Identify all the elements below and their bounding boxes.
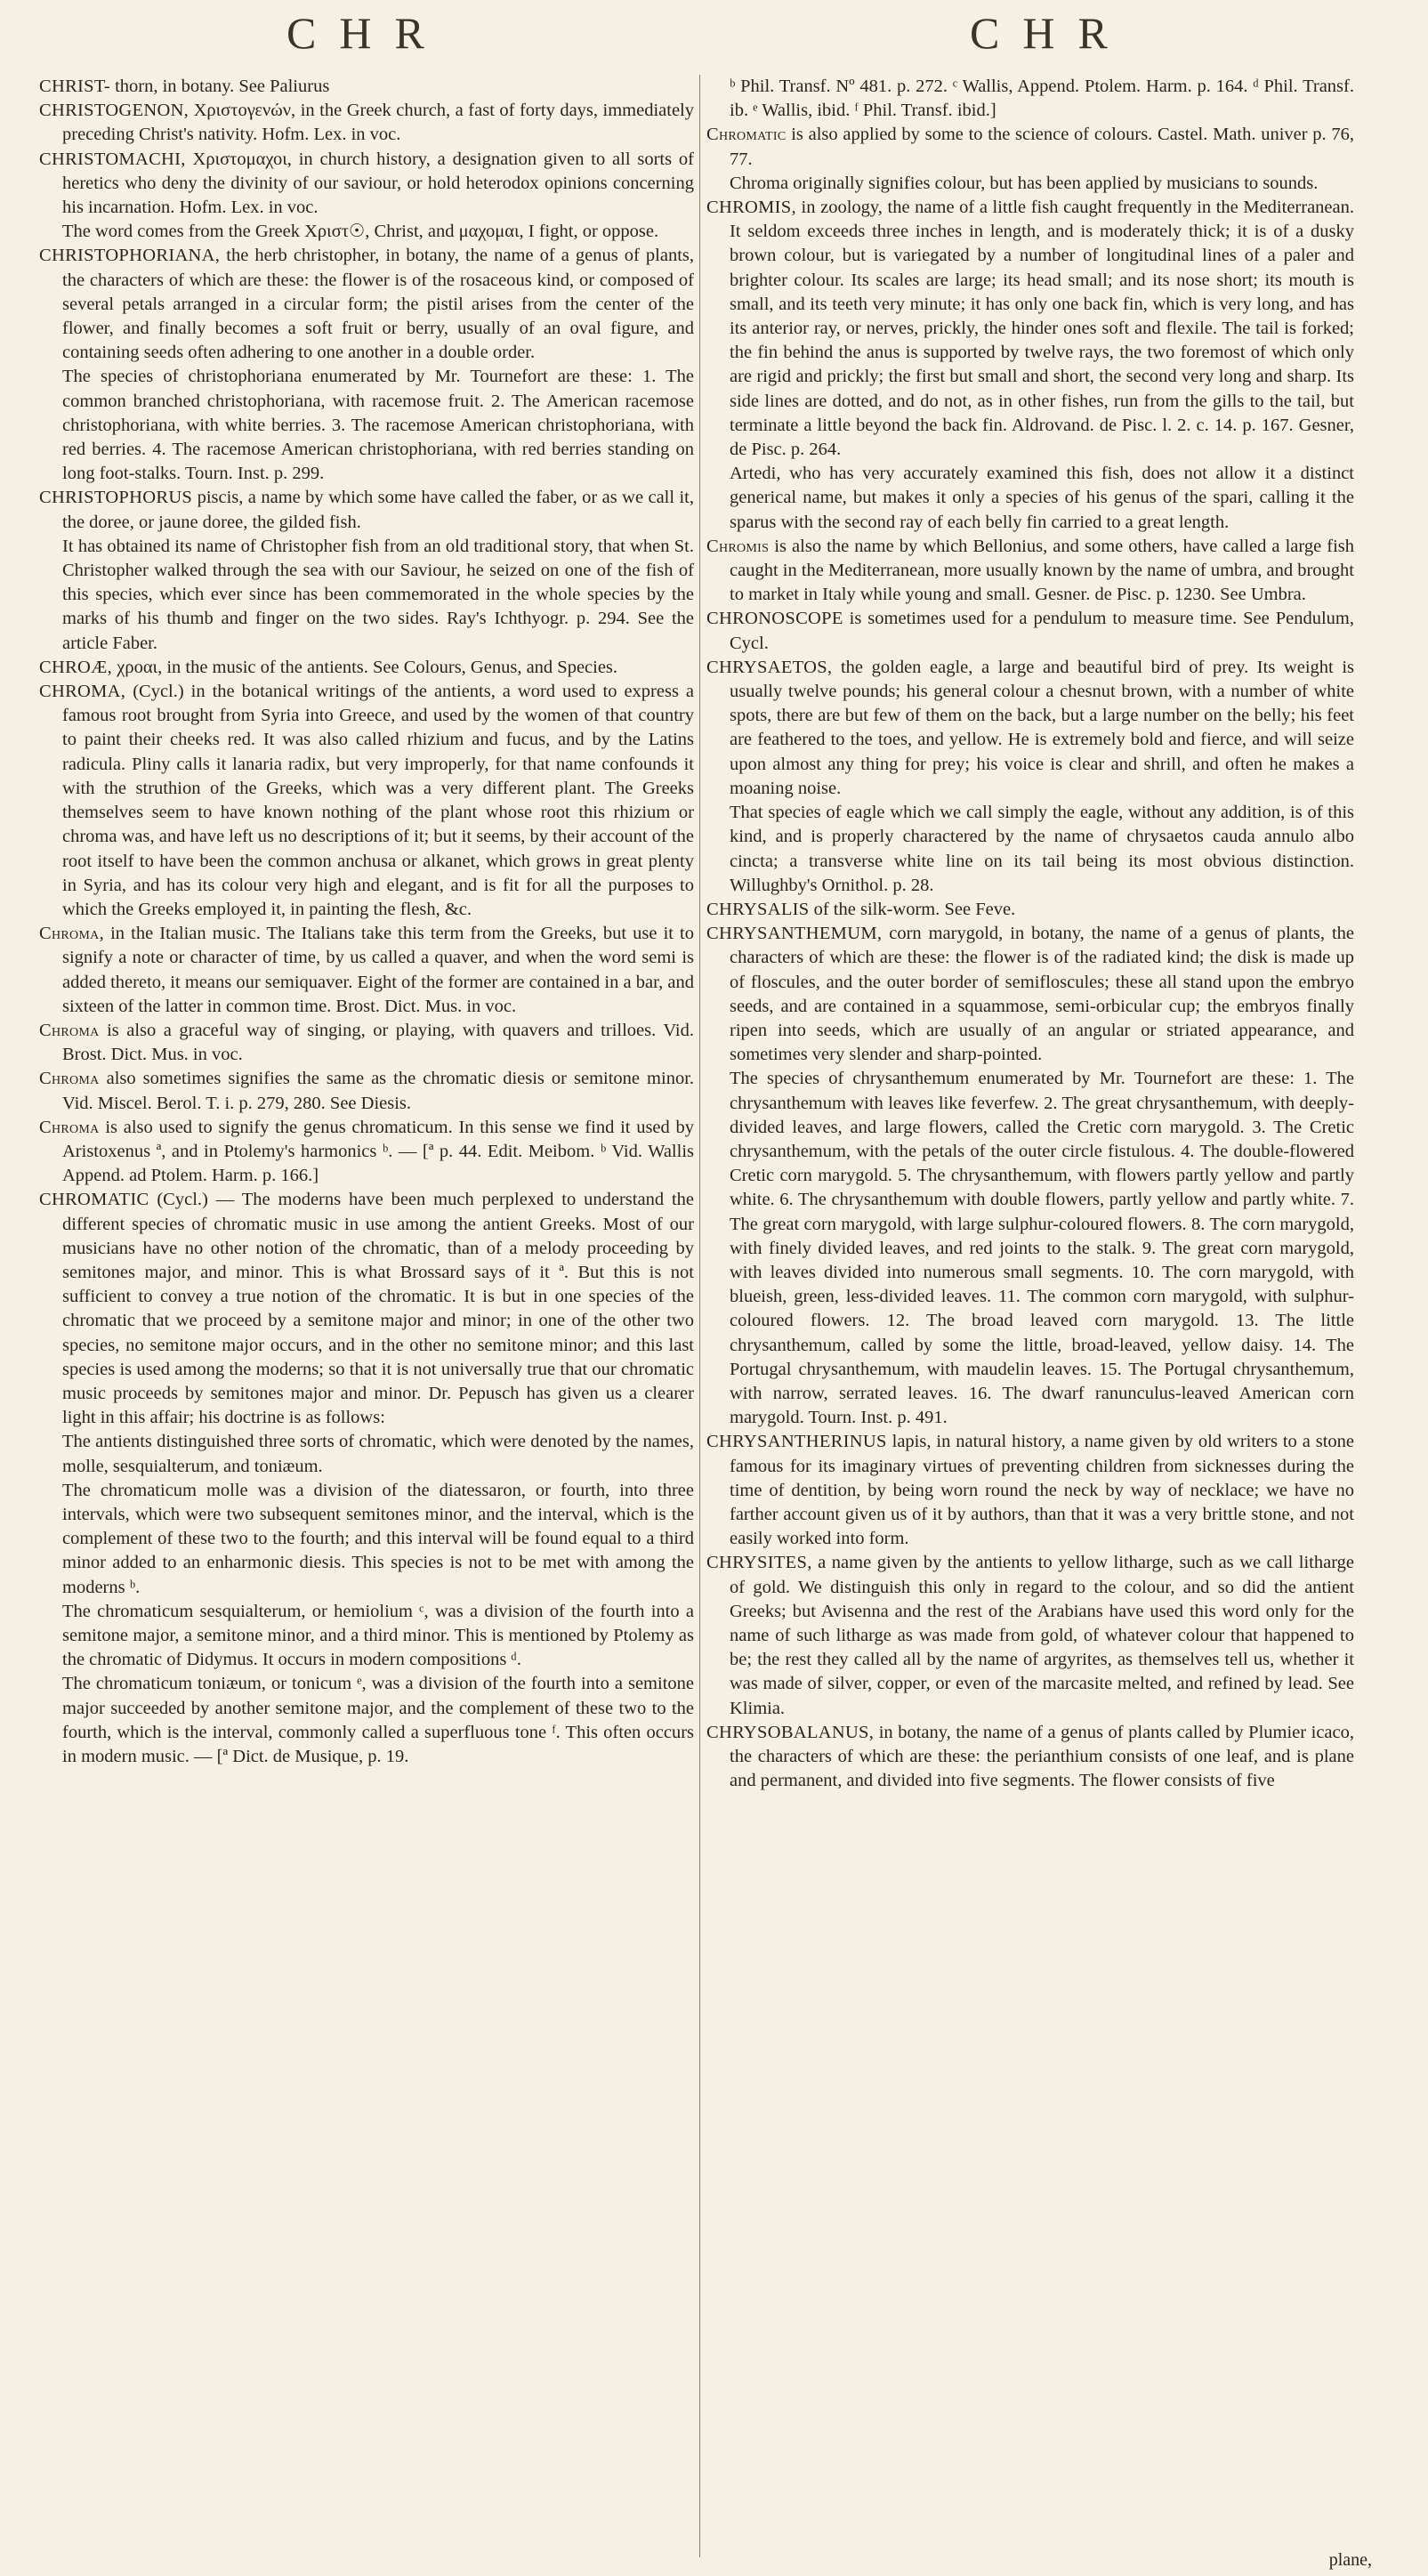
entry-text: the herb christopher, in botany, the name of a genus of plants, the characters of which are these: the flower is of the rosaceous kind, or composed of several petals arranged in a circular form; the pistil arises from the center of the flower, and finally becomes a soft fruit or berry, usually of an oval figure, and containing seeds often adhering to one another in a double order. xyxy=(62,246,695,363)
dictionary-entry xyxy=(706,898,1354,922)
entry-text: The species of christophoriana enumerated by Mr. Tournefort are these: 1. The common branched christophoriana, with racemose fruit. 2. The American racemose christophoriana, with white berries. 3. The racemose American christophoriana, with red berries. 4. The racemose American christophoriana, with red berries standing on long foot-stalks. Tourn. Inst. p. 299. xyxy=(62,367,694,484)
entry-text: is also the name by which Bellonius, and some others, have called a large fish caught in the Mediterranean, more usually known by the name of umbra, and brought to market in Italy while young and small. Gesner. de Pisc. p. 1230. See Umbra. xyxy=(730,536,1354,605)
entry-text: The chromaticum toniæum, or tonicum ᵉ, was a division of the fourth into a semitone major succeeded by another semitone major, and the complement of these two to the fourth, which is the interval, commonly called a superfluous tone ᶠ. This often occurs in modern music. — [ª Dict. de Musique, p. 19. xyxy=(62,1674,694,1767)
entry-headword: CHROMATIC xyxy=(39,1190,149,1210)
dictionary-entry xyxy=(706,1430,1354,1551)
dictionary-entry xyxy=(39,535,694,656)
dictionary-entry xyxy=(706,462,1354,535)
dictionary-entry xyxy=(706,656,1354,801)
dictionary-entry xyxy=(39,1116,694,1189)
entry-text: piscis, a name by which some have called the faber, or as we call it, the doree, or jaune doree, the gilded fish. xyxy=(62,488,695,532)
dictionary-entry xyxy=(39,1019,694,1067)
entry-headword: CHRYSANTHEMUM, xyxy=(706,924,883,944)
entry-text: The word comes from the Greek Χριστ☉, Christ, and μαχομαι, I fight, or oppose. xyxy=(62,222,659,242)
dictionary-entry xyxy=(39,680,694,922)
dictionary-entry xyxy=(706,607,1354,655)
dictionary-entry xyxy=(706,922,1354,1067)
entry-text: That species of eagle which we call simply the eagle, without any addition, is of this kind, and is properly charactered by the name of chrysaetos cauda annulo albo cincta; a transverse white line on its tail being its most obvious distinction. Willughby's Ornithol. p. 28. xyxy=(730,803,1354,895)
entry-text: in the Italian music. The Italians take this term from the Greeks, but use it to signify a note or character of time, by us called a quaver, and when the word semi is added thereto, it means our semiquaver. Eight of the former are contained in a bar, and sixteen of the latter in common time. Brost. Dict. Mus. in voc. xyxy=(62,924,695,1016)
column-divider xyxy=(699,75,700,2557)
dictionary-entry xyxy=(706,1067,1354,1430)
entry-headword: Chroma, xyxy=(39,924,105,944)
left-column xyxy=(39,75,694,1769)
dictionary-entry xyxy=(39,148,694,221)
entry-text: lapis, in natural history, a name given by old writers to a stone famous for its imaginary virtues of preventing children from sicknesses during the time of dentition, by being worn round the neck by way of necklace; we have no farther account given us of it by authors, than that it was a very brittle stone, and not easily worked into form. xyxy=(730,1432,1355,1549)
entry-headword: Chromatic xyxy=(706,125,787,145)
entry-headword: CHRYSOBALANUS, xyxy=(706,1722,875,1742)
entry-text: is sometimes used for a pendulum to measure time. See Pendulum, Cycl. xyxy=(730,609,1354,653)
entry-headword: Chromis xyxy=(706,536,770,556)
entry-text: the golden eagle, a large and beautiful bird of prey. Its weight is usually twelve pounds; his general colour a chesnut brown, with a number of white spots, there are but few of them on the back, but a large number on the belly; his feet are feathered to the toes, and yellow. He is extremely bold and fierce, and will seize upon almost any thing for prey; his voice is clear and shrill, and often he makes a moaning noise. xyxy=(730,657,1355,798)
dictionary-entry xyxy=(39,99,694,147)
dictionary-entry xyxy=(39,365,694,486)
entry-headword: CHRYSAETOS, xyxy=(706,657,833,677)
entry-headword: CHRISTOGENON, xyxy=(39,101,190,121)
dictionary-entry xyxy=(39,486,694,534)
dictionary-entry xyxy=(706,1721,1354,1794)
header-left: CHR xyxy=(286,8,448,58)
entry-text: The chromaticum sesquialterum, or hemiolium ᶜ, was a division of the fourth into a semitone major, a semitone minor, and a third minor. This is mentioned by Ptolemy as the chromatic of Didymus. It occurs in modern compositions ᵈ. xyxy=(62,1601,694,1670)
dictionary-entry xyxy=(706,196,1354,462)
entry-text: Artedi, who has very accurately examined this fish, does not allow it a distinct generical name, but makes it only a species of his genus of the spari, calling it the sparus with the second ray of each belly fin carried to a great length. xyxy=(730,464,1354,532)
entry-headword: CHRISTOPHORIANA, xyxy=(39,246,221,266)
dictionary-entry xyxy=(706,123,1354,171)
entry-text: of the silk-worm. See Feve. xyxy=(813,899,1016,919)
entry-text: The antients distinguished three sorts of chromatic, which were denoted by the names, molle, sesquialterum, and toniæum. xyxy=(62,1432,694,1476)
entry-text: It has obtained its name of Christopher fish from an old traditional story, that when St. Christopher walked through the sea with our Saviour, he seized on one of the fish of this species, which ever since has been commemorated in the whole species by the marks of his thumb and finger on the two sides. Ray's Ichthyogr. p. 294. See the article Faber. xyxy=(62,536,694,653)
entry-text: (Cycl.) in the botanical writings of the antients, a word used to express a famous root brought from Syria into Greece, and used by the women of that country to paint their cheeks red. It was also called rhizium and fucus, and by the Latins radicula. Pliny calls it lanaria radix, but very improperly, for that name confounds it with the struthion of the Greeks, which was a very different plant. The Greeks themselves seem to have known nothing of the plant whose root this rhizium or chroma was, and have left us no descriptions of it; but it seems, by their account of the root itself to have been the common anchusa or alkanet, which grows in great plenty in Syria, and has its colour very high and elegant, and is fit for all the purposes to which the Greeks employed it, in painting the flesh, &c. xyxy=(62,682,695,919)
entry-text: Χριστογενών, in the Greek church, a fast of forty days, immediately preceding Christ's nativity. Hofm. Lex. in voc. xyxy=(62,101,695,145)
dictionary-entry xyxy=(39,220,694,244)
entry-headword: CHRYSITES, xyxy=(706,1553,812,1573)
dictionary-entry xyxy=(706,1551,1354,1720)
dictionary-entry xyxy=(39,1430,694,1478)
header-right: CHR xyxy=(970,8,1131,58)
entry-text: is also a graceful way of singing, or playing, with quavers and trilloes. Vid. Brost. Dict. Mus. in voc. xyxy=(62,1020,694,1065)
right-column xyxy=(706,75,1354,1793)
dictionary-entry xyxy=(39,1188,694,1430)
entry-text: The species of chrysanthemum enumerated by Mr. Tournefort are these: 1. The chrysanthemum with leaves like feverfew. 2. The great chrysanthemum, with deeply-divided leaves, and large flowers, called the Cretic corn marygold. 3. The Cretic chrysanthemum, with the petals of the outer circle fistulous. 4. The double-flowered Cretic corn marygold. 5. The chrysanthemum, with flowers partly yellow and partly white. 6. The chrysanthemum with double flowers, partly yellow and partly white. 7. The great corn marygold, with large sulphur-coloured flowers. 8. The corn marygold, with finely divided leaves, and red joints to the stalk. 9. The great corn marygold, with leaves divided into numerous small segments. 10. The corn marygold, with blueish, green, less-divided leaves. 11. The common corn marygold, with sulphur-coloured flowers. 12. The broad leaved corn marygold. 13. The little chrysanthemum, called by some the little, broad-leaved, yellow daisy. 14. The Portugal chrysanthemum, with maudelin leaves. 15. The Portugal chrysanthemum, with narrow, serrated leaves. 16. The dwarf ranunculus-leaved American corn marygold. Tourn. Inst. p. 491. xyxy=(730,1069,1354,1428)
entry-headword: CHRYSANTHERINUS xyxy=(706,1432,887,1452)
entry-headword: CHRISTOMACHI, xyxy=(39,149,186,169)
entry-headword: CHRISTOPHORUS xyxy=(39,488,193,508)
entry-headword: CHRYSALIS xyxy=(706,899,810,919)
entry-text: Χριστομαχοι, in church history, a designation given to all sorts of heretics who deny the divinity of our saviour, or hold heterodox opinions concerning his incarnation. Hofm. Lex. in voc. xyxy=(62,149,694,218)
entry-text: thorn, in botany. See Paliurus xyxy=(115,77,330,96)
dictionary-entry xyxy=(39,1479,694,1600)
entry-headword: CHROMA, xyxy=(39,682,126,702)
dictionary-entry xyxy=(39,1067,694,1115)
entry-headword: CHROMIS, xyxy=(706,198,796,218)
entry-text: (Cycl.) — The moderns have been much perplexed to understand the different species of chromatic music in use among the antient Greeks. Most of our musicians have no other notion of the chromatic, than of a melody proceeding by semitones major, and minor. This is what Brossard says of it ª. But this is not sufficient to convey a true notion of the chromatic. It is but in one species of the chromatic that we proceed by a semitone major and minor; in one of the other two species, no semitone major occurs, and in the other no semitone minor; and this last species is used among the moderns; so that it is not universally true that our chromatic music proceeds by semitones major and minor. Dr. Pepusch has given us a clearer light in this affair; his doctrine is as follows: xyxy=(62,1190,694,1428)
entry-headword: CHRONOSCOPE xyxy=(706,609,843,629)
dictionary-entry xyxy=(39,1672,694,1769)
entry-text: a name given by the antients to yellow litharge, such as we call litharge of gold. We distinguish this only in regard to the colour, and so did the antient Greeks; but Avisenna and the rest of the Arabians have used this word only for the name of such litharge as was made from gold, of whatever colour that happened to be; the rest they called all by the name of argyrites, as themselves tell us, whether it was made of silver, copper, or even of the marcasite melted, and refined by lead. See Klimia. xyxy=(730,1553,1355,1718)
dictionary-entry xyxy=(706,801,1354,898)
catchword: plane, xyxy=(1328,2550,1372,2570)
entry-text: corn marygold, in botany, the name of a genus of plants, the characters of which are these: the flower is of the radiated kind; the disk is made up of floscules, and the outer border of semifloscules; these all stand upon the embryo seeds, and are contained in a squammose, semi-orbicular cup; the embryos finally ripen into seeds, which are usually of an angular or striated appearance, and sometimes very slender and sharp-pointed. xyxy=(730,924,1354,1065)
entry-text: also sometimes signifies the same as the chromatic diesis or semitone minor. Vid. Miscel. Berol. T. i. p. 279, 280. See Diesis. xyxy=(62,1069,695,1113)
entry-text: Chroma originally signifies colour, but has been applied by musicians to sounds. xyxy=(730,173,1319,193)
entry-headword: Chroma xyxy=(39,1117,100,1137)
entry-text: ᵇ Phil. Transf. Nº 481. p. 272. ᶜ Wallis, Append. Ptolem. Harm. p. 164. ᵈ Phil. Transf. ib. ᵉ Wallis, ibid. ᶠ Phil. Transf. ibid.] xyxy=(730,77,1354,121)
entry-text: in zoology, the name of a little fish caught frequently in the Mediterranean. It seldom exceeds three inches in length, and is moderately thick; it is of a dusky brown colour, but is variegated by a number of longitudinal lines of a paler and brighter colour. Its scales are large; its head small; and its nose short; its mouth is small, and its teeth very minute; it has only one back fin, which is very long, and has its anterior ray, or nerves, prickly, the hinder ones soft and flexile. The tail is forked; the fin behind the anus is supported by twelve rays, the two foremost of which only are rigid and prickly; the first but small and short, the second very long and sharp. Its side lines are dotted, and do not, as in other fishes, run from the gills to the tail, but terminate a little beyond the back fin. Aldrovand. de Pisc. l. 2. c. 14. p. 167. Gesner, de Pisc. p. 264. xyxy=(730,198,1354,460)
entry-headword: Chroma xyxy=(39,1020,100,1040)
dictionary-entry xyxy=(706,75,1354,123)
dictionary-entry xyxy=(39,244,694,365)
dictionary-entry xyxy=(706,172,1354,196)
entry-text: in botany, the name of a genus of plants called by Plumier icaco, the characters of which are these: the perianthium consists of one leaf, and is plane and permanent, and divided into five segments. The flower consists of five xyxy=(730,1722,1354,1791)
dictionary-entry xyxy=(39,922,694,1019)
entry-headword: Chroma xyxy=(39,1069,100,1089)
running-header xyxy=(0,0,1428,62)
dictionary-entry xyxy=(39,1600,694,1673)
entry-text: is also used to signify the genus chromaticum. In this sense we find it used by Aristoxenus ª, and in Ptolemy's harmonics ᵇ. — [ª p. 44. Edit. Meibom. ᵇ Vid. Wallis Append. ad Ptolem. Harm. p. 166.] xyxy=(62,1117,695,1186)
dictionary-entry xyxy=(706,535,1354,608)
entry-text: The chromaticum molle was a division of the diatessaron, or fourth, into three intervals, which were two subsequent semitones minor, and the interval, which is the complement of these two to the fourth; and this interval will be found equal to a third minor added to an enharmonic diesis. This species is not to be met with among the moderns ᵇ. xyxy=(62,1480,694,1597)
entry-headword: CHRIST- xyxy=(39,77,110,96)
dictionary-entry xyxy=(39,75,694,99)
dictionary-entry xyxy=(39,656,694,680)
entry-text: χροαι, in the music of the antients. See Colours, Genus, and Species. xyxy=(117,657,618,677)
entry-text: is also applied by some to the science of colours. Castel. Math. univer p. 76, 77. xyxy=(730,125,1354,169)
entry-headword: CHROÆ, xyxy=(39,657,113,677)
